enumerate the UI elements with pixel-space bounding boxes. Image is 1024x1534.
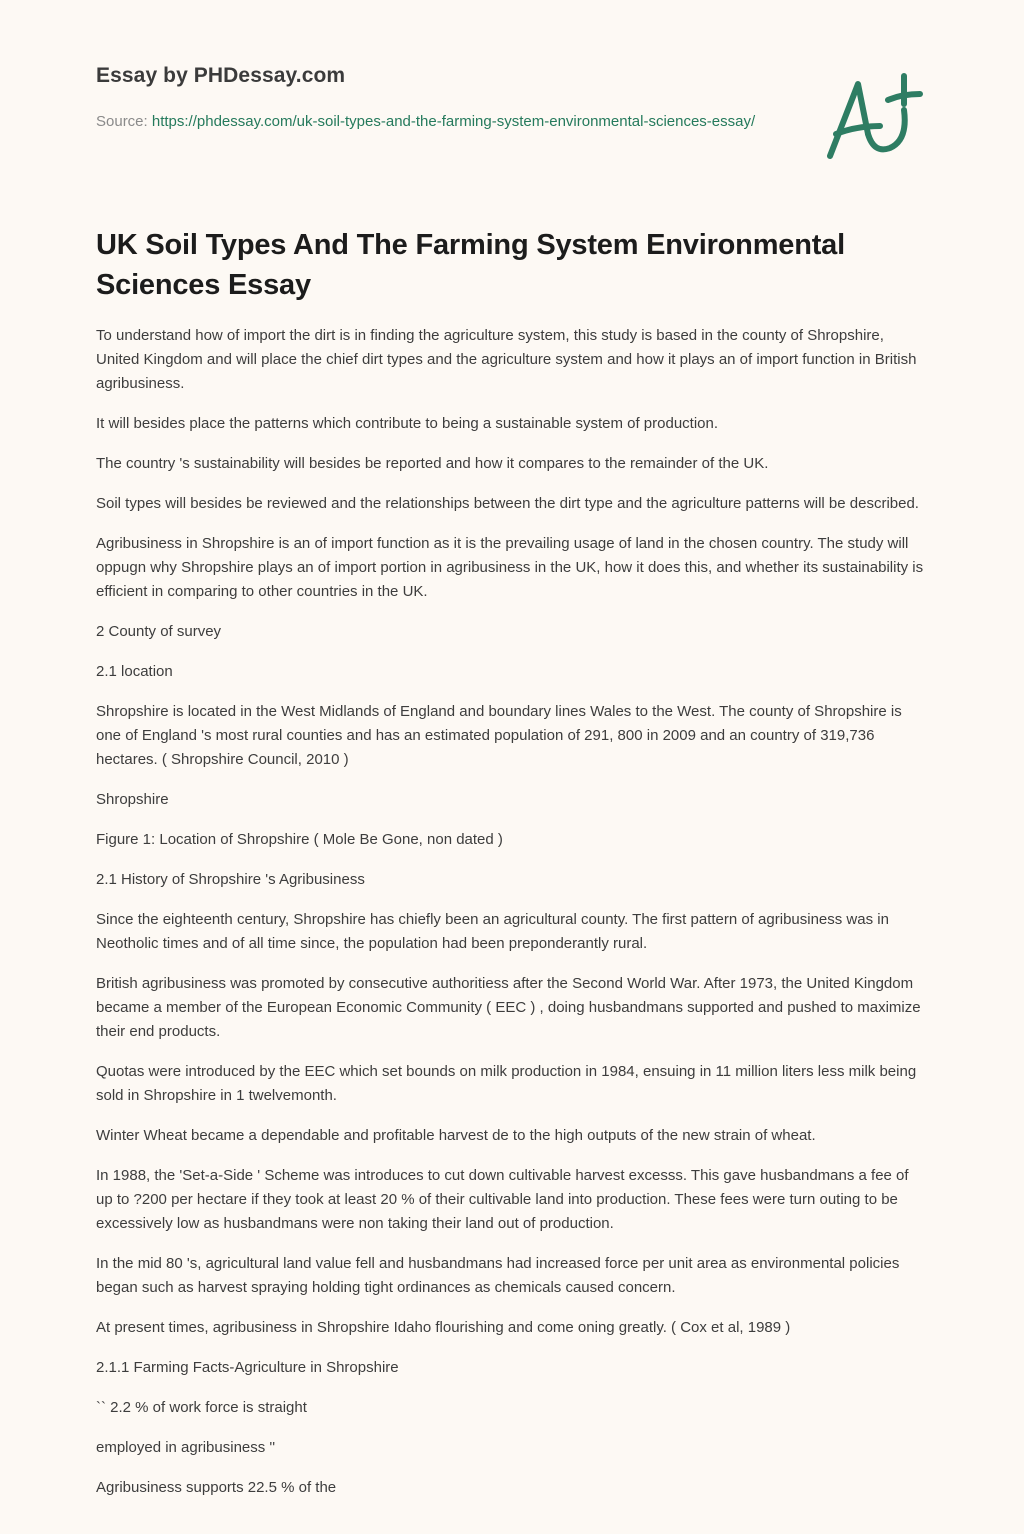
section-heading: 2 County of survey xyxy=(96,623,222,640)
paragraph: To understand how of import the dirt is in finding the agriculture system, this study is based in the county of Shropshire, United Kingdom and will place the chief dirt types and the agriculture system and how it plays an of import function in British agribusiness. xyxy=(96,327,917,392)
a-plus-grade-icon xyxy=(822,60,932,170)
document-page xyxy=(96,0,928,1496)
figure-caption: Figure 1: Location of Shropshire ( Mole Be Gone, non dated ) xyxy=(96,831,503,848)
figure-placeholder: Shropshire xyxy=(96,791,169,808)
paragraph: Since the eighteenth century, Shropshire has chiefly been an agricultural county. The first pattern of agribusiness was in Neotholic times and of all time since, the population had been preponderantly rural. xyxy=(96,911,889,952)
paragraph: British agribusiness was promoted by consecutive authoritiess after the Second World War. After 1973, the United Kingdom became a member of the European Economic Community ( EEC ) , doing husbandmans supported and pushed to maximize their end products. xyxy=(96,975,921,1040)
paragraph: The country 's sustainability will besides be reported and how it compares to the remainder of the UK. xyxy=(96,455,769,472)
paragraph: Winter Wheat became a dependable and profitable harvest de to the high outputs of the new strain of wheat. xyxy=(96,1127,816,1144)
section-heading: 2.1 location xyxy=(96,663,173,680)
source-line xyxy=(96,110,756,133)
section-heading: 2.1.1 Farming Facts-Agriculture in Shropshire xyxy=(96,1359,399,1376)
essay-title: UK Soil Types And The Farming System Environmental Sciences Essay xyxy=(96,229,845,301)
paragraph: In 1988, the 'Set-a-Side ' Scheme was introduces to cut down cultivable harvest excesss. This gave husbandmans a fee of up to ?200 per hectare if they took at least 20 % of their cultivable land into production. These fees were turn outing to be excessively low as husbandmans were non taking their land out of production. xyxy=(96,1167,909,1232)
paragraph: `` 2.2 % of work force is straight xyxy=(96,1399,307,1416)
page-header xyxy=(96,0,928,200)
essay-body xyxy=(96,324,928,1516)
source-link[interactable]: https://phdessay.com/uk-soil-types-and-the-farming-system-environmental-sciences-essay/ xyxy=(151,113,756,130)
paragraph: Agribusiness supports 22.5 % of the xyxy=(96,1479,337,1496)
paragraph: It will besides place the patterns which contribute to being a sustainable system of production. xyxy=(96,415,719,432)
site-title: Essay by PHDessay.com xyxy=(96,64,346,87)
section-heading: 2.1 History of Shropshire 's Agribusiness xyxy=(96,871,365,888)
paragraph: employed in agribusiness '' xyxy=(96,1439,276,1456)
paragraph: Agribusiness in Shropshire is an of import function as it is the prevailing usage of land in the chosen country. The study will oppugn why Shropshire plays an of import portion in agribusiness in the UK, how it does this, and whether its sustainability is efficient in comparing to other countries in the UK. xyxy=(96,535,924,600)
paragraph: Shropshire is located in the West Midlands of England and boundary lines Wales to the West. The county of Shropshire is one of England 's most rural counties and has an estimated population of 291, 800 in 2009 and an country of 319,736 hectares. ( Shropshire Council, 2010 ) xyxy=(96,703,902,768)
paragraph: In the mid 80 's, agricultural land value fell and husbandmans had increased force per unit area as environmental policies began such as harvest spraying holding tight ordinances as chemicals caused concern. xyxy=(96,1255,900,1296)
paragraph: Quotas were introduced by the EEC which set bounds on milk production in 1984, ensuing in 11 million liters less milk being sold in Shropshire in 1 twelvemonth. xyxy=(96,1063,917,1104)
paragraph: Soil types will besides be reviewed and the relationships between the dirt type and the agriculture patterns will be described. xyxy=(96,495,919,512)
paragraph: At present times, agribusiness in Shropshire Idaho flourishing and come oning greatly. ( Cox et al, 1989 ) xyxy=(96,1319,791,1336)
source-label: Source: xyxy=(96,113,152,130)
